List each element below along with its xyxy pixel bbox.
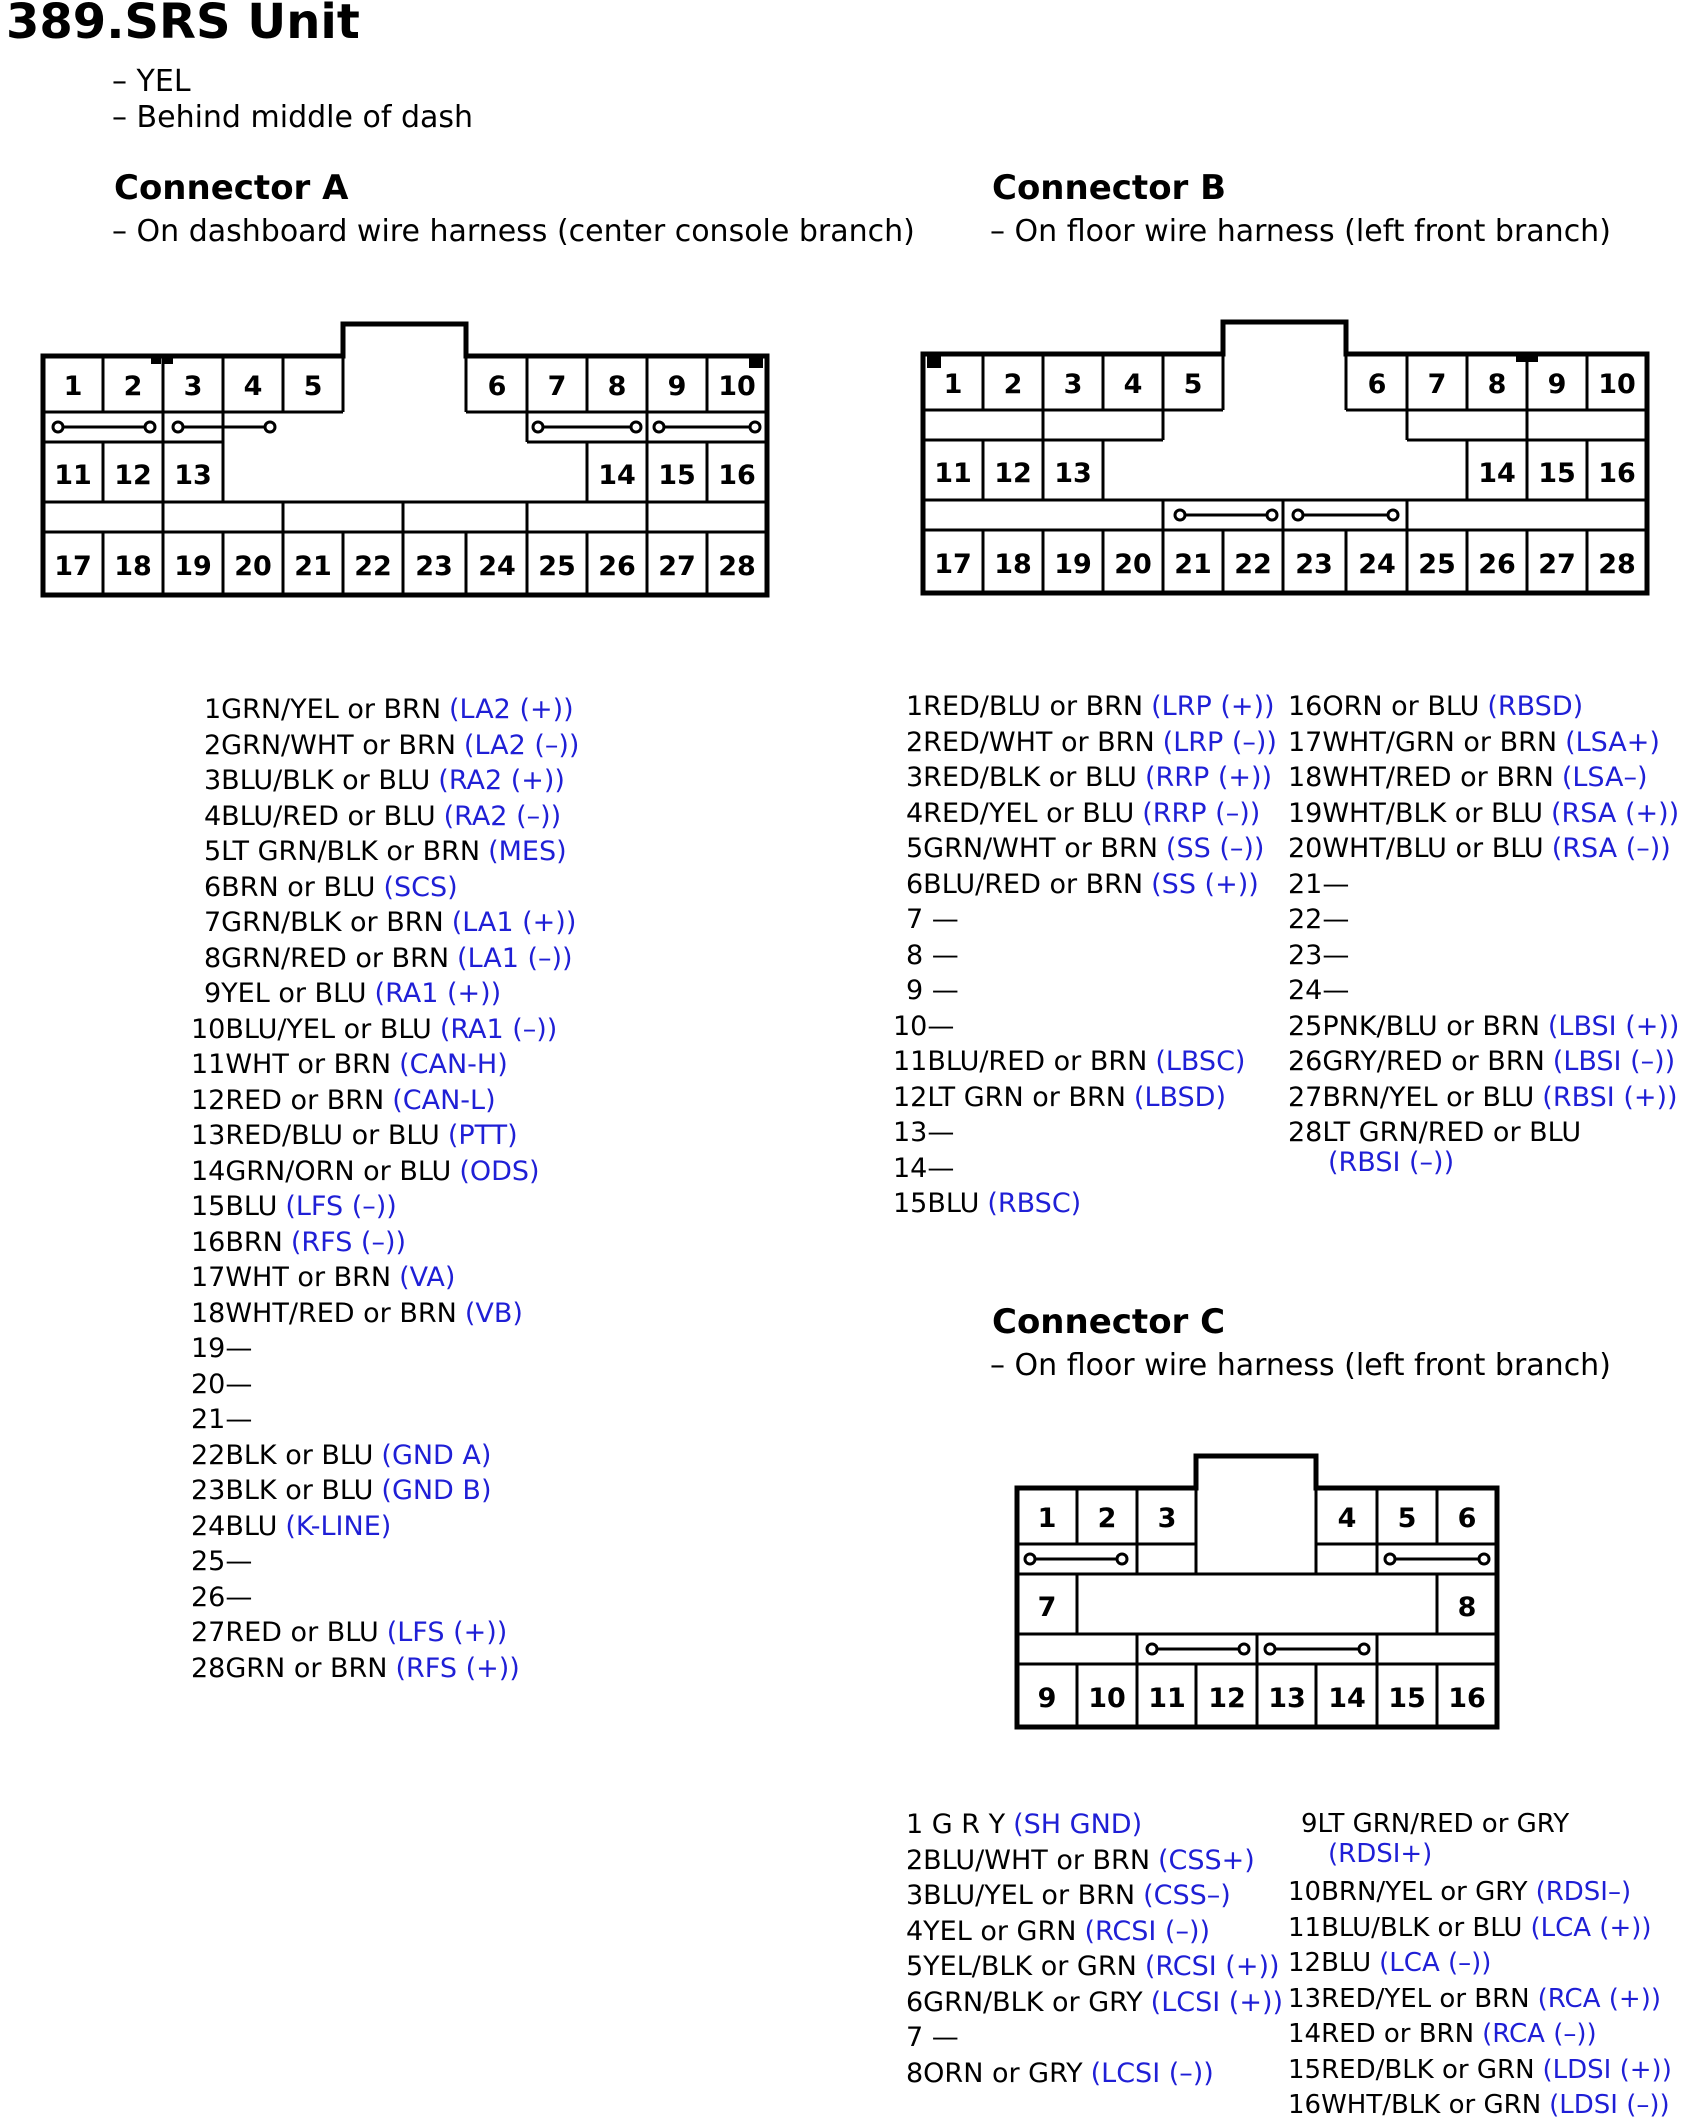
pin-row: 9 — — [906, 975, 959, 1006]
pin-row: 14RED or BRN (RCA (–)) — [1288, 2019, 1597, 2049]
cell-a-25: 25 — [538, 551, 576, 582]
cell-c-5: 5 — [1397, 1503, 1417, 1534]
cell-a-8: 8 — [607, 371, 627, 402]
pin-row: 17WHT or BRN (VA) — [191, 1262, 456, 1293]
cell-a-22: 22 — [354, 551, 392, 582]
pin-row: 11BLU/RED or BRN (LBSC) — [893, 1046, 1246, 1077]
pin-row: 25PNK/BLU or BRN (LBSI (+)) — [1288, 1010, 1680, 1042]
cell-a-26: 26 — [598, 551, 636, 582]
cell-c-15: 15 — [1388, 1683, 1426, 1714]
cell-b-16: 16 — [1598, 458, 1636, 489]
cell-b-21: 21 — [1174, 549, 1212, 580]
cell-a-15: 15 — [658, 460, 696, 491]
pin-row: 1GRN/YEL or BRN (LA2 (+)) — [204, 694, 574, 725]
pin-row: 1 G R Y (SH GND) — [906, 1809, 1143, 1840]
cell-c-4: 4 — [1337, 1503, 1357, 1534]
unit-color-note: – YEL — [112, 64, 191, 99]
pin-row: 16ORN or BLU (RBSD) — [1288, 691, 1584, 722]
pin-row: 16BRN (RFS (–)) — [191, 1226, 407, 1258]
connector-c-pin-list-left — [906, 1807, 1283, 2091]
pin-row: 9LT GRN/RED or GRY — [1301, 1809, 1570, 1839]
cell-a-11: 11 — [54, 460, 92, 491]
cell-a-24: 24 — [478, 551, 516, 582]
pin-row: 20WHT/BLU or BLU (RSA (–)) — [1288, 833, 1671, 864]
cell-b-27: 27 — [1538, 549, 1576, 580]
connector-b-diagram — [918, 318, 1654, 603]
connector-b-pin-list-left — [893, 689, 1277, 1222]
connector-c-title: Connector C — [992, 1302, 1226, 1342]
pin-row: 17WHT/GRN or BRN (LSA+) — [1288, 726, 1660, 758]
cell-a-6: 6 — [487, 371, 507, 402]
pin-row: 10BRN/YEL or GRY (RDSI–) — [1288, 1877, 1632, 1907]
pin-row: 5LT GRN/BLK or BRN (MES) — [204, 836, 567, 867]
cell-b-5: 5 — [1183, 369, 1203, 400]
cell-a-19: 19 — [174, 551, 212, 582]
cell-c-3: 3 — [1157, 1503, 1177, 1534]
cell-a-1: 1 — [63, 371, 83, 402]
cell-c-13: 13 — [1268, 1683, 1306, 1714]
cell-a-21: 21 — [294, 551, 332, 582]
cell-a-4: 4 — [243, 371, 263, 402]
pin-row: 28LT GRN/RED or BLU — [1288, 1117, 1582, 1148]
pin-row: 9YEL or BLU (RA1 (+)) — [204, 978, 502, 1009]
pin-row: 3BLU/YEL or BRN (CSS–) — [906, 1880, 1231, 1911]
pin-row: 16WHT/BLK or GRN (LDSI (–)) — [1288, 2090, 1670, 2120]
cell-a-27: 27 — [658, 551, 696, 582]
cell-a-5: 5 — [303, 371, 323, 402]
pin-row: 4RED/YEL or BLU (RRP (–)) — [906, 797, 1261, 829]
cell-a-17: 17 — [54, 551, 92, 582]
pin-row: 10BLU/YEL or BLU (RA1 (–)) — [191, 1013, 558, 1045]
connector-a-pin-list — [191, 692, 580, 1686]
cell-a-12: 12 — [114, 460, 152, 491]
cell-c-1: 1 — [1037, 1503, 1057, 1534]
connector-c-diagram — [1012, 1452, 1504, 1737]
pin-row: 14— — [893, 1152, 955, 1184]
cell-b-22: 22 — [1234, 549, 1272, 580]
pin-row: 12BLU (LCA (–)) — [1288, 1948, 1492, 1978]
pin-row-continuation: (RDSI+) — [1328, 1839, 1433, 1869]
cell-b-11: 11 — [934, 458, 972, 489]
cell-a-23: 23 — [415, 551, 453, 582]
cell-b-6: 6 — [1367, 369, 1387, 400]
pin-row: 2RED/WHT or BRN (LRP (–)) — [906, 726, 1277, 758]
pin-row: 3RED/BLK or BLU (RRP (+)) — [906, 762, 1273, 793]
cell-b-12: 12 — [994, 458, 1032, 489]
cell-c-9: 9 — [1037, 1683, 1057, 1714]
connector-a-title: Connector A — [114, 168, 349, 208]
cell-b-26: 26 — [1478, 549, 1516, 580]
pin-row: 24— — [1288, 975, 1350, 1006]
cell-b-13: 13 — [1054, 458, 1092, 489]
cell-b-7: 7 — [1427, 369, 1447, 400]
connector-b-title: Connector B — [992, 168, 1227, 208]
pin-row: 15BLU (RBSC) — [893, 1188, 1082, 1219]
connector-c-location: – On floor wire harness (left front branch) — [990, 1348, 1611, 1383]
pin-row: 10— — [893, 1010, 955, 1042]
cell-a-20: 20 — [234, 551, 272, 582]
pin-row: 5GRN/WHT or BRN (SS (–)) — [906, 833, 1265, 864]
cell-a-16: 16 — [718, 460, 756, 491]
cell-c-8: 8 — [1457, 1592, 1477, 1623]
cell-a-28: 28 — [718, 551, 756, 582]
pin-row: 6BLU/RED or BRN (SS (+)) — [906, 868, 1259, 900]
cell-a-3: 3 — [183, 371, 203, 402]
cell-b-10: 10 — [1598, 369, 1636, 400]
connector-a-diagram — [38, 320, 774, 605]
pin-row: 11WHT or BRN (CAN-H) — [191, 1049, 508, 1080]
pin-row: 26GRY/RED or BRN (LBSI (–)) — [1288, 1046, 1676, 1077]
connector-b-pin-list-right — [1288, 689, 1679, 1181]
shorting-bar-icons — [1175, 510, 1398, 520]
pin-row: 8 — — [906, 939, 959, 971]
pin-row: 11BLU/BLK or BLU (LCA (+)) — [1288, 1912, 1652, 1943]
connector-a-location: – On dashboard wire harness (center console branch) — [112, 214, 915, 249]
cell-b-28: 28 — [1598, 549, 1636, 580]
cell-a-10: 10 — [718, 371, 756, 402]
cell-c-12: 12 — [1208, 1683, 1246, 1714]
cell-b-20: 20 — [1114, 549, 1152, 580]
pin-row: 23BLK or BLU (GND B) — [191, 1475, 492, 1506]
cell-a-7: 7 — [547, 371, 567, 402]
pin-row: 26— — [191, 1581, 253, 1613]
cell-a-14: 14 — [598, 460, 636, 491]
cell-c-6: 6 — [1457, 1503, 1477, 1534]
pin-row: 19— — [191, 1333, 253, 1364]
cell-c-11: 11 — [1148, 1683, 1186, 1714]
cell-b-23: 23 — [1295, 549, 1333, 580]
pin-row: 12LT GRN or BRN (LBSD) — [893, 1081, 1226, 1113]
pin-row: 12RED or BRN (CAN-L) — [191, 1084, 496, 1116]
pin-row: 13RED/BLU or BLU (PTT) — [191, 1120, 518, 1151]
pin-row: 5YEL/BLK or GRN (RCSI (+)) — [906, 1951, 1280, 1982]
pin-row: 7 — — [906, 904, 959, 935]
pin-row: 27RED or BLU (LFS (+)) — [191, 1617, 508, 1648]
cell-b-19: 19 — [1054, 549, 1092, 580]
pin-row: 8ORN or GRY (LCSI (–)) — [906, 2057, 1214, 2089]
shorting-bar-icons — [53, 422, 760, 432]
pin-row: 4BLU/RED or BLU (RA2 (–)) — [204, 800, 562, 832]
pin-row: 2GRN/WHT or BRN (LA2 (–)) — [204, 729, 580, 761]
pin-row: 25— — [191, 1546, 253, 1577]
cell-b-2: 2 — [1003, 369, 1023, 400]
cell-c-16: 16 — [1448, 1683, 1486, 1714]
cell-a-18: 18 — [114, 551, 152, 582]
cell-a-13: 13 — [174, 460, 212, 491]
cell-b-3: 3 — [1063, 369, 1083, 400]
pin-row: 22BLK or BLU (GND A) — [191, 1439, 492, 1471]
pin-row: 13RED/YEL or BRN (RCA (+)) — [1288, 1983, 1661, 2014]
cell-b-17: 17 — [934, 549, 972, 580]
pin-row: 21— — [191, 1404, 253, 1435]
pin-row: 15RED/BLK or GRN (LDSI (+)) — [1288, 2054, 1672, 2085]
pin-row: 28GRN or BRN (RFS (+)) — [191, 1652, 520, 1684]
connector-c-pin-list-right — [1288, 1807, 1672, 2124]
connector-b-location: – On floor wire harness (left front branch) — [990, 214, 1611, 249]
cell-b-8: 8 — [1487, 369, 1507, 400]
cell-c-2: 2 — [1097, 1503, 1117, 1534]
pin-row: 18WHT/RED or BRN (LSA–) — [1288, 762, 1648, 793]
pin-row: 13— — [893, 1117, 955, 1148]
pin-row: 27BRN/YEL or BLU (RBSI (+)) — [1288, 1081, 1678, 1113]
pin-row: 21— — [1288, 868, 1350, 900]
pin-row: 4YEL or GRN (RCSI (–)) — [906, 1915, 1211, 1947]
cell-c-10: 10 — [1088, 1683, 1126, 1714]
pin-row: 6GRN/BLK or GRY (LCSI (+)) — [906, 1986, 1284, 2018]
pin-row: 20— — [191, 1368, 253, 1400]
cell-a-9: 9 — [667, 371, 687, 402]
pin-row: 15BLU (LFS (–)) — [191, 1191, 397, 1222]
pin-row: 7 — — [906, 2022, 959, 2053]
cell-b-1: 1 — [943, 369, 963, 400]
pin-row-continuation: (RBSI (–)) — [1328, 1147, 1455, 1178]
cell-c-7: 7 — [1037, 1592, 1057, 1623]
cell-a-2: 2 — [123, 371, 143, 402]
cell-c-14: 14 — [1328, 1683, 1366, 1714]
pin-row: 23— — [1288, 939, 1350, 971]
pin-row: 24BLU (K-LINE) — [191, 1510, 392, 1542]
pin-row: 18WHT/RED or BRN (VB) — [191, 1297, 523, 1329]
cell-b-24: 24 — [1358, 549, 1396, 580]
cell-b-9: 9 — [1547, 369, 1567, 400]
unit-location-note: – Behind middle of dash — [112, 100, 474, 135]
pin-row: 22— — [1288, 904, 1350, 935]
cell-b-15: 15 — [1538, 458, 1576, 489]
cell-b-4: 4 — [1123, 369, 1143, 400]
cell-b-14: 14 — [1478, 458, 1516, 489]
pin-row: 2BLU/WHT or BRN (CSS+) — [906, 1844, 1255, 1876]
pin-row: 19WHT/BLK or BLU (RSA (+)) — [1288, 797, 1680, 829]
cell-b-18: 18 — [994, 549, 1032, 580]
pin-row: 7GRN/BLK or BRN (LA1 (+)) — [204, 907, 577, 938]
pin-row: 14GRN/ORN or BLU (ODS) — [191, 1155, 540, 1187]
pin-row: 3BLU/BLK or BLU (RA2 (+)) — [204, 765, 565, 796]
pin-row: 6BRN or BLU (SCS) — [204, 871, 458, 903]
pin-row: 1RED/BLU or BRN (LRP (+)) — [906, 691, 1275, 722]
cell-b-25: 25 — [1418, 549, 1456, 580]
page-title: 389.SRS Unit — [6, 0, 360, 50]
pin-row: 8GRN/RED or BRN (LA1 (–)) — [204, 942, 573, 974]
